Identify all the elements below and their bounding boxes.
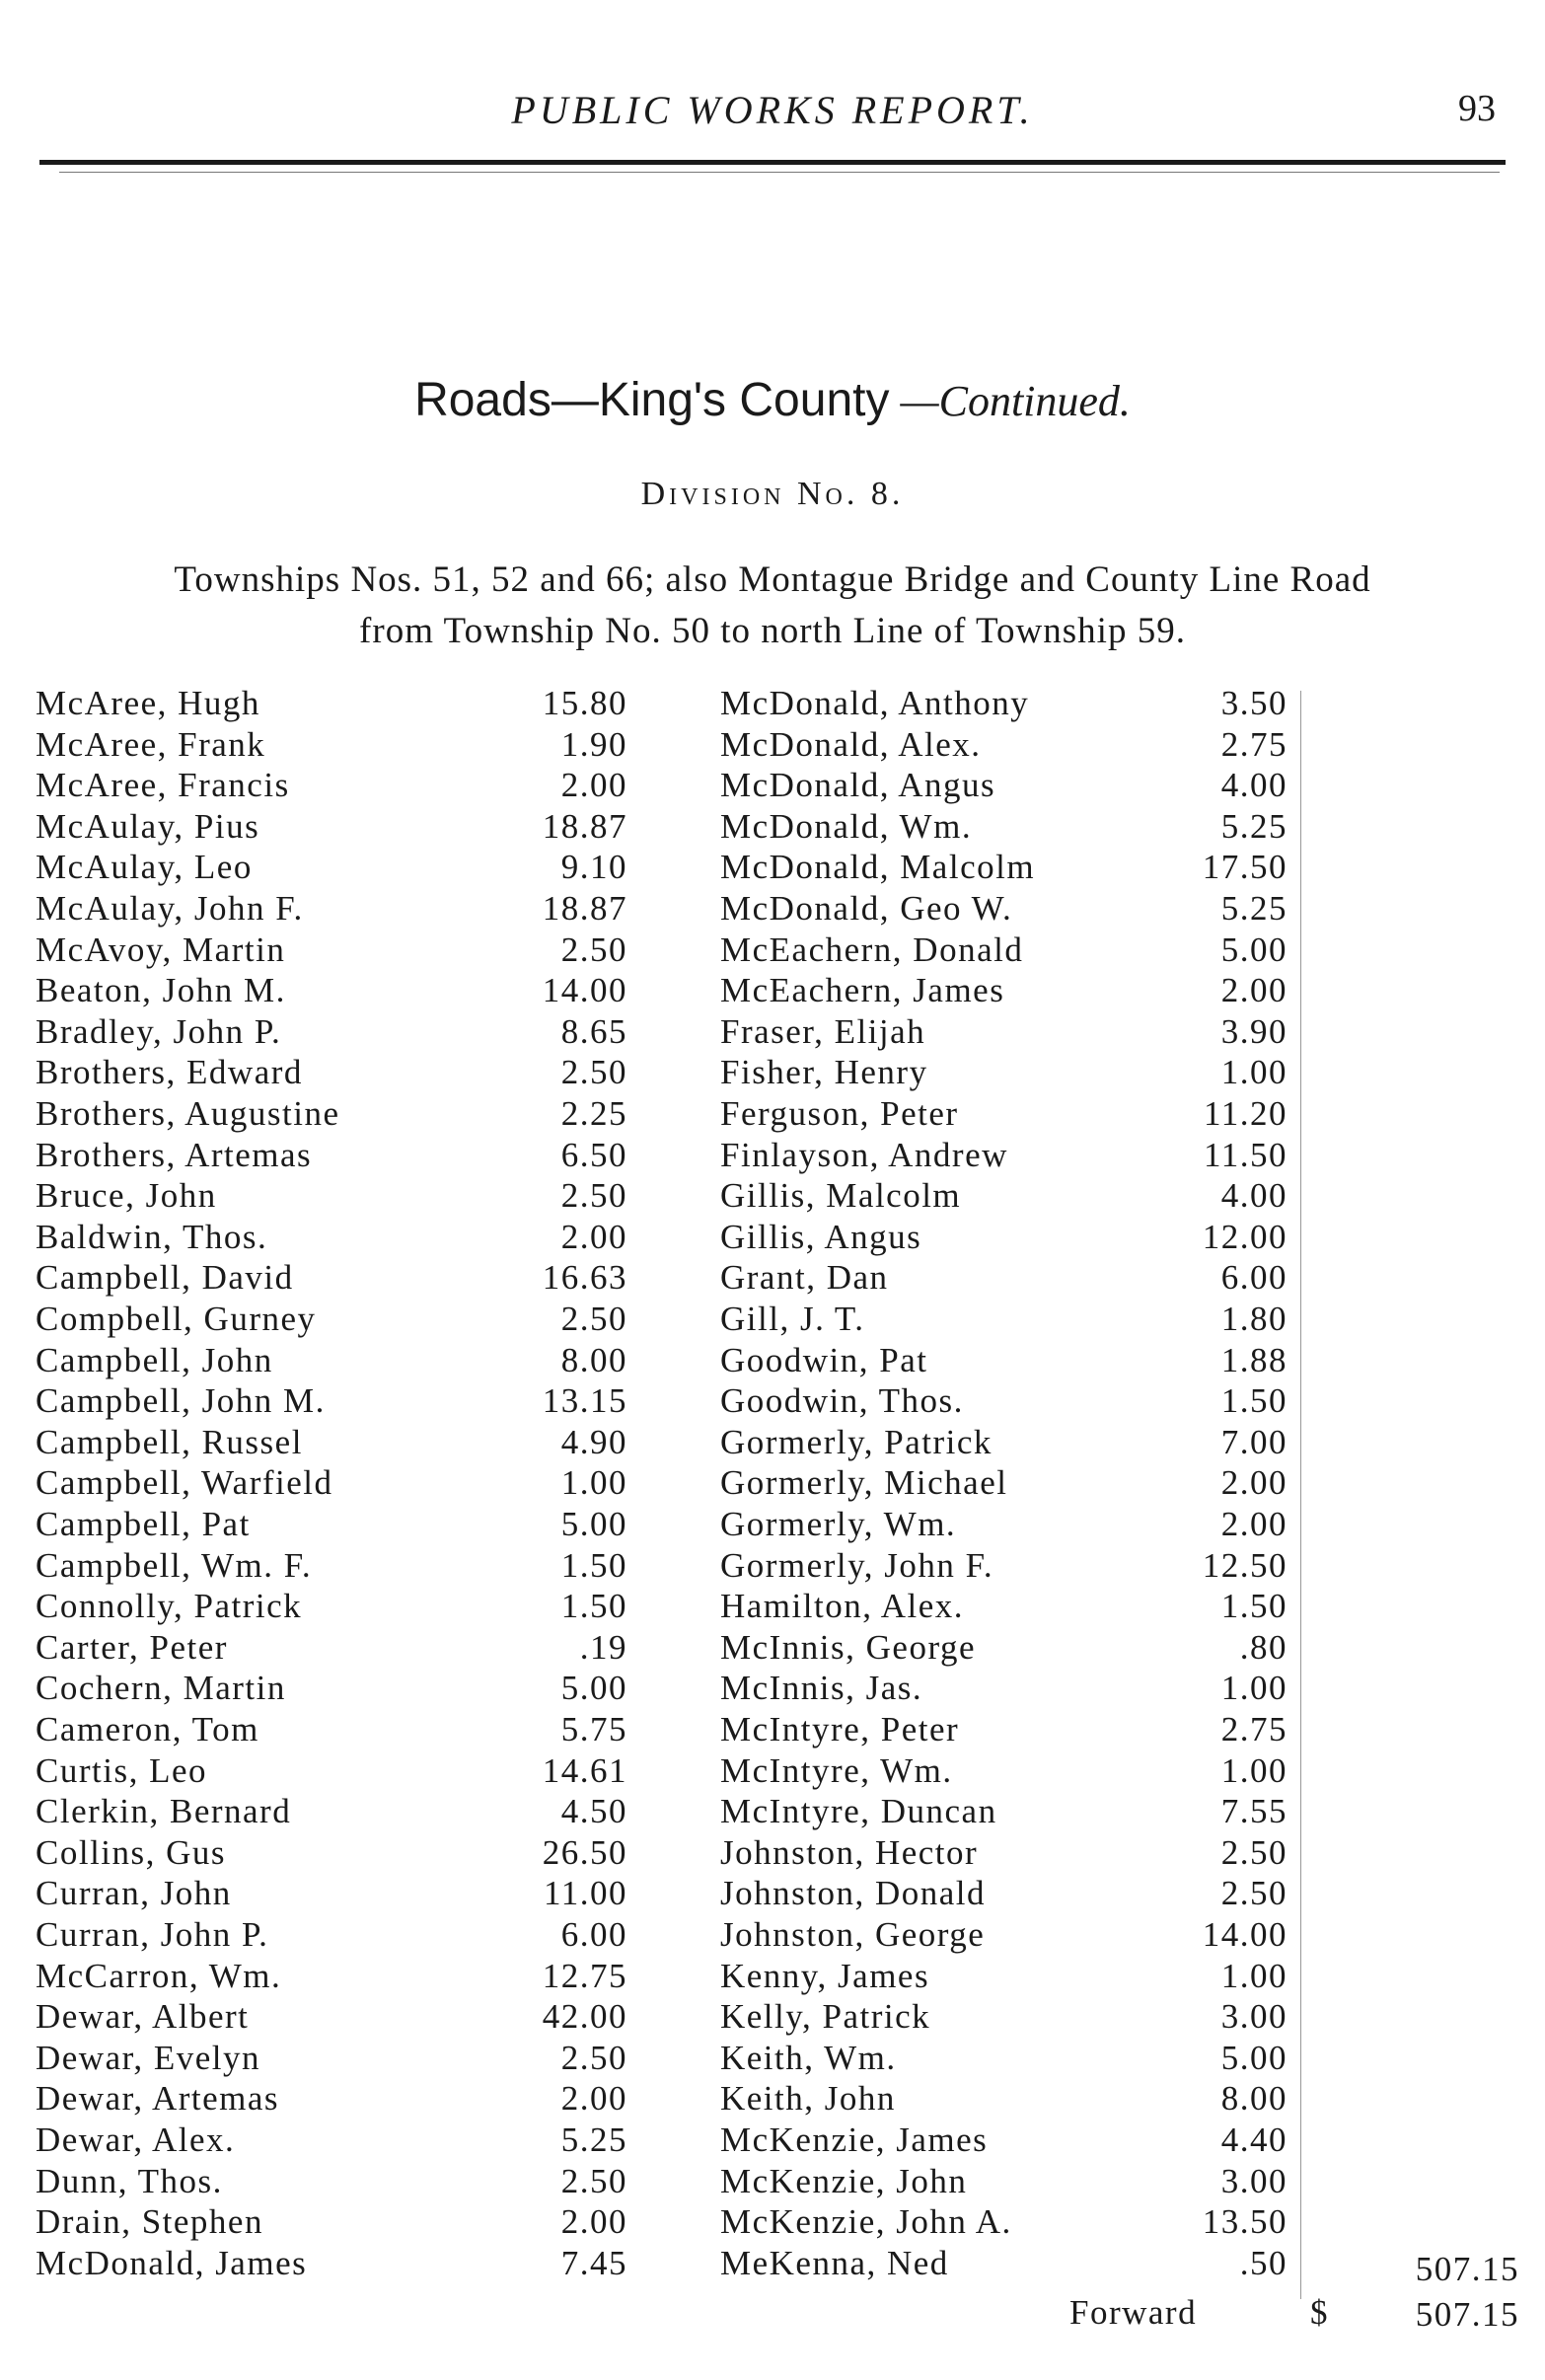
amount-column-rule — [1300, 691, 1301, 2299]
payment-amount: 1.90 — [560, 724, 627, 764]
payee-name: Brothers, Augustine — [36, 1094, 340, 1133]
list-item — [36, 1791, 627, 1832]
header-rule-thin — [59, 172, 1500, 173]
list-item — [36, 1668, 627, 1709]
list-item — [36, 2120, 627, 2161]
list-item — [720, 1709, 1288, 1750]
payment-amount: 11.20 — [1204, 1094, 1288, 1133]
payment-amount: 14.00 — [1202, 1915, 1288, 1954]
payment-amount: 1.00 — [1220, 1669, 1288, 1708]
list-item — [720, 1832, 1288, 1874]
payee-name: Keith, John — [720, 2079, 896, 2119]
payment-amount: 2.75 — [1220, 724, 1288, 764]
payment-amount: 4.00 — [1220, 766, 1288, 805]
payee-name: Campbell, John — [36, 1340, 273, 1379]
payee-name: Compbell, Gurney — [36, 1300, 317, 1338]
payee-name: Dunn, Thos. — [36, 2161, 223, 2200]
payee-name: McAree, Francis — [36, 766, 290, 805]
list-item — [36, 888, 627, 930]
payee-name: Kelly, Patrick — [720, 1997, 931, 2037]
list-item — [36, 1545, 627, 1587]
list-item — [36, 1052, 627, 1093]
payee-name: Collins, Gus — [36, 1832, 227, 1872]
payment-amount: 1.80 — [1220, 1300, 1288, 1338]
list-item — [720, 2038, 1288, 2079]
payment-amount: 4.50 — [560, 1792, 627, 1831]
payment-amount: 6.00 — [1220, 1258, 1288, 1298]
list-item — [720, 1217, 1288, 1258]
list-item — [36, 2243, 627, 2284]
payee-name: McEachern, James — [720, 971, 1005, 1010]
list-item — [720, 1791, 1288, 1832]
payment-amount: 18.87 — [542, 806, 627, 846]
payee-name: Cochern, Martin — [36, 1669, 286, 1708]
payment-amount: 7.55 — [1220, 1792, 1288, 1831]
list-item — [720, 1956, 1288, 1997]
payee-name: Gormerly, John F. — [720, 1545, 994, 1585]
payment-amount: 9.10 — [560, 848, 627, 887]
list-item — [720, 2120, 1288, 2161]
list-item — [36, 2201, 627, 2243]
forward-label: Forward — [1069, 2293, 1198, 2332]
payee-name: Goodwin, Thos. — [720, 1381, 964, 1421]
payment-amount: 1.50 — [560, 1587, 627, 1626]
payee-name: Johnston, Hector — [720, 1832, 979, 1872]
payee-name: Brothers, Artemas — [36, 1135, 313, 1174]
payment-amount: 2.00 — [560, 2079, 627, 2119]
list-item — [36, 930, 627, 971]
forward-amount: 507.15 — [1415, 2295, 1519, 2334]
list-item — [36, 1422, 627, 1463]
payment-amount: .19 — [579, 1627, 627, 1667]
list-item — [720, 1380, 1288, 1422]
payee-name: MeKenna, Ned — [720, 2243, 949, 2282]
list-item — [36, 2078, 627, 2120]
payment-amount: 3.00 — [1220, 1997, 1288, 2037]
list-item — [36, 1257, 627, 1299]
payment-amount: 2.50 — [560, 2038, 627, 2077]
payee-name: Campbell, John M. — [36, 1381, 326, 1421]
payment-amount: 2.00 — [1220, 971, 1288, 1010]
payee-name: Fisher, Henry — [720, 1053, 928, 1092]
payee-name: McCarron, Wm. — [36, 1956, 282, 1995]
payee-name: Gillis, Angus — [720, 1217, 922, 1256]
payee-name: McDonald, James — [36, 2243, 308, 2282]
list-item — [720, 1668, 1288, 1709]
list-item — [36, 1380, 627, 1422]
payee-name: Gormerly, Wm. — [720, 1505, 957, 1543]
list-item — [36, 1175, 627, 1217]
payee-name: Ferguson, Peter — [720, 1094, 959, 1133]
payee-name: Bradley, John P. — [36, 1011, 282, 1051]
payee-name: Goodwin, Pat — [720, 1340, 928, 1379]
payee-name: Dewar, Artemas — [36, 2079, 280, 2119]
payee-name: Dewar, Evelyn — [36, 2038, 261, 2077]
payment-amount: 1.00 — [560, 1463, 627, 1503]
payment-amount: 2.50 — [560, 2161, 627, 2200]
payee-name: Brothers, Edward — [36, 1053, 303, 1092]
forward-currency: $ — [1310, 2293, 1328, 2332]
payment-amount: 18.87 — [542, 889, 627, 928]
payment-amount: 12.50 — [1202, 1545, 1288, 1585]
payment-amount: 5.75 — [560, 1710, 627, 1748]
payee-name: McKenzie, John — [720, 2161, 968, 2200]
payee-name: McAulay, Pius — [36, 806, 260, 846]
running-title: PUBLIC WORKS REPORT. — [511, 88, 1034, 132]
list-item — [720, 2243, 1288, 2284]
list-item — [36, 683, 627, 724]
townships-description — [39, 555, 1506, 657]
payment-amount: 2.00 — [560, 766, 627, 805]
payment-amount: 2.50 — [560, 1300, 627, 1338]
payee-name: McDonald, Angus — [720, 766, 996, 805]
list-item — [36, 1873, 627, 1914]
payment-amount: 1.00 — [1220, 1956, 1288, 1995]
list-item — [720, 765, 1288, 806]
payee-name: Finlayson, Andrew — [720, 1135, 1008, 1174]
payment-amount: 15.80 — [542, 684, 627, 722]
list-item — [720, 1052, 1288, 1093]
list-item — [36, 1011, 627, 1053]
payee-name: Connolly, Patrick — [36, 1587, 303, 1626]
list-item — [720, 1996, 1288, 2038]
list-item — [36, 724, 627, 766]
payment-amount: 6.00 — [560, 1915, 627, 1954]
payee-name: Johnston, Donald — [720, 1874, 986, 1913]
list-item — [720, 1175, 1288, 1217]
list-item — [36, 1217, 627, 1258]
payee-name: Beaton, John M. — [36, 971, 286, 1010]
payment-amount: 2.50 — [560, 930, 627, 969]
list-item — [36, 2161, 627, 2202]
payment-amount: 3.90 — [1220, 1011, 1288, 1051]
payee-name: McDonald, Malcolm — [720, 848, 1036, 887]
list-item — [720, 1011, 1288, 1053]
payee-name: McDonald, Alex. — [720, 724, 982, 764]
list-item — [720, 1462, 1288, 1504]
payment-amount: 7.45 — [560, 2243, 627, 2282]
payment-amount: 14.00 — [542, 971, 627, 1010]
payment-amount: 13.50 — [1202, 2202, 1288, 2242]
payment-amount: 1.50 — [560, 1545, 627, 1585]
list-item — [720, 1545, 1288, 1587]
payee-name: Campbell, David — [36, 1258, 294, 1298]
list-item — [720, 1340, 1288, 1381]
list-item — [720, 888, 1288, 930]
list-item — [36, 765, 627, 806]
payment-amount: 8.00 — [1220, 2079, 1288, 2119]
townships-line-2: from Township No. 50 to north Line of Township 59. — [359, 611, 1186, 651]
payee-name: McInnis, Jas. — [720, 1669, 923, 1708]
list-item — [36, 970, 627, 1011]
header-rule — [39, 160, 1506, 165]
payment-amount: 4.40 — [1220, 2120, 1288, 2159]
payee-name: McAree, Frank — [36, 724, 266, 764]
payee-name: Curran, John — [36, 1874, 232, 1913]
payee-name: McDonald, Anthony — [720, 684, 1030, 722]
payment-amount: 5.25 — [560, 2120, 627, 2159]
payee-name: McKenzie, James — [720, 2120, 989, 2159]
list-item — [720, 847, 1288, 888]
payment-amount: 2.00 — [560, 1217, 627, 1256]
payment-amount: 2.50 — [560, 1176, 627, 1216]
payment-amount: 2.50 — [1220, 1874, 1288, 1913]
payment-amount: 5.25 — [1220, 806, 1288, 846]
payment-amount: 5.00 — [1220, 2038, 1288, 2077]
payment-amount: 8.00 — [560, 1340, 627, 1379]
division-heading: Division No. 8. — [640, 476, 905, 512]
payment-amount: 13.15 — [542, 1381, 627, 1421]
list-item — [720, 970, 1288, 1011]
payee-name: McKenzie, John A. — [720, 2202, 1012, 2242]
payee-name: McIntyre, Peter — [720, 1710, 960, 1748]
payment-amount: 11.50 — [1204, 1135, 1288, 1174]
payment-amount: 6.50 — [560, 1135, 627, 1174]
list-item — [36, 1586, 627, 1627]
payee-name: Clerkin, Bernard — [36, 1792, 292, 1831]
list-item — [720, 683, 1288, 724]
section-title-text: Roads—King's County — [414, 374, 890, 426]
payee-name: Carter, Peter — [36, 1627, 228, 1667]
payee-name: McIntyre, Wm. — [720, 1750, 953, 1790]
list-item — [36, 1135, 627, 1176]
list-item — [720, 1257, 1288, 1299]
payee-name: Campbell, Wm. F. — [36, 1545, 313, 1585]
list-item — [36, 1709, 627, 1750]
payee-name: Johnston, George — [720, 1915, 986, 1954]
list-item — [36, 1750, 627, 1792]
payee-name: Campbell, Warfield — [36, 1463, 333, 1503]
payment-amount: 1.50 — [1220, 1381, 1288, 1421]
payee-name: McAulay, Leo — [36, 848, 253, 887]
payee-name: Gormerly, Michael — [720, 1463, 1008, 1503]
payment-amount: 26.50 — [542, 1832, 627, 1872]
running-header — [0, 87, 1545, 136]
page-number: 93 — [1458, 88, 1496, 129]
payment-amount: 42.00 — [542, 1997, 627, 2037]
list-item — [720, 1873, 1288, 1914]
list-item — [720, 1093, 1288, 1135]
list-item — [720, 1627, 1288, 1669]
payee-name: McAvoy, Martin — [36, 930, 286, 969]
payment-amount: 2.50 — [1220, 1832, 1288, 1872]
payment-amount: 17.50 — [1202, 848, 1288, 887]
payment-amount: 5.00 — [560, 1669, 627, 1708]
payment-amount: .50 — [1239, 2243, 1288, 2282]
payee-name: Gill, J. T. — [720, 1300, 865, 1338]
payee-name: Dewar, Alex. — [36, 2120, 236, 2159]
payment-amount: 5.00 — [1220, 930, 1288, 969]
payment-amount: 5.25 — [1220, 889, 1288, 928]
payee-name: Fraser, Elijah — [720, 1011, 926, 1051]
payee-name: McInnis, George — [720, 1627, 977, 1667]
list-item — [36, 847, 627, 888]
payee-name: Gormerly, Patrick — [720, 1422, 993, 1461]
payment-amount: 3.00 — [1220, 2161, 1288, 2200]
payee-name: Curtis, Leo — [36, 1750, 207, 1790]
list-item — [720, 724, 1288, 766]
payment-amount: 3.50 — [1220, 684, 1288, 722]
column-total: 507.15 — [1415, 2250, 1519, 2288]
payment-amount: 4.90 — [560, 1422, 627, 1461]
list-item — [36, 1340, 627, 1381]
list-item — [720, 1135, 1288, 1176]
payment-amount: 1.88 — [1220, 1340, 1288, 1379]
list-item — [36, 1093, 627, 1135]
list-item — [720, 806, 1288, 848]
payee-name: Dewar, Albert — [36, 1997, 250, 2037]
list-item — [36, 806, 627, 848]
list-item — [720, 1299, 1288, 1340]
payment-amount: 2.25 — [560, 1094, 627, 1133]
list-item — [36, 1956, 627, 1997]
payment-amount: 12.75 — [542, 1956, 627, 1995]
payment-amount: 2.75 — [1220, 1710, 1288, 1748]
payee-name: McAulay, John F. — [36, 889, 304, 928]
payee-name: Grant, Dan — [720, 1258, 889, 1298]
payment-amount: 7.00 — [1220, 1422, 1288, 1461]
list-item — [36, 1914, 627, 1956]
list-item — [720, 2201, 1288, 2243]
list-item — [720, 1914, 1288, 1956]
list-item — [720, 1422, 1288, 1463]
payment-amount: 4.00 — [1220, 1176, 1288, 1216]
payee-name: McAree, Hugh — [36, 684, 260, 722]
townships-line-1: Townships Nos. 51, 52 and 66; also Montague Bridge and County Line Road — [174, 559, 1371, 600]
payee-name: McDonald, Geo W. — [720, 889, 1013, 928]
payment-amount: 2.00 — [1220, 1505, 1288, 1543]
list-item — [720, 930, 1288, 971]
payment-amount: 12.00 — [1202, 1217, 1288, 1256]
payment-amount: 2.00 — [560, 2202, 627, 2242]
payment-amount: 1.00 — [1220, 1053, 1288, 1092]
section-continued: —Continued. — [889, 377, 1131, 425]
list-item — [720, 2078, 1288, 2120]
payee-name: McDonald, Wm. — [720, 806, 973, 846]
payee-name: Baldwin, Thos. — [36, 1217, 268, 1256]
payee-name: Curran, John P. — [36, 1915, 269, 1954]
payment-amount: 14.61 — [542, 1750, 627, 1790]
payee-name: McEachern, Donald — [720, 930, 1024, 969]
payee-name: Drain, Stephen — [36, 2202, 263, 2242]
payee-name: Campbell, Pat — [36, 1505, 251, 1543]
payee-name: Kenny, James — [720, 1956, 930, 1995]
list-item — [36, 1462, 627, 1504]
payment-amount: 2.50 — [560, 1053, 627, 1092]
list-item — [720, 1750, 1288, 1792]
list-item — [36, 1832, 627, 1874]
payee-name: McIntyre, Duncan — [720, 1792, 997, 1831]
payment-amount: 1.50 — [1220, 1587, 1288, 1626]
payment-amount: 5.00 — [560, 1505, 627, 1543]
list-item — [720, 1586, 1288, 1627]
payee-name: Gillis, Malcolm — [720, 1176, 962, 1216]
list-item — [36, 1504, 627, 1545]
payee-name: Cameron, Tom — [36, 1710, 259, 1748]
section-title — [0, 373, 1545, 427]
payment-amount: 1.00 — [1220, 1750, 1288, 1790]
payment-amount: 16.63 — [542, 1258, 627, 1298]
payment-amount: 8.65 — [560, 1011, 627, 1051]
payment-amount: .80 — [1239, 1627, 1288, 1667]
payee-name: Keith, Wm. — [720, 2038, 897, 2077]
payee-name: Bruce, John — [36, 1176, 217, 1216]
payment-amount: 2.00 — [1220, 1463, 1288, 1503]
list-item — [36, 1627, 627, 1669]
list-item — [36, 2038, 627, 2079]
payee-name: Hamilton, Alex. — [720, 1587, 965, 1626]
list-item — [36, 1299, 627, 1340]
list-item — [36, 1996, 627, 2038]
list-item — [720, 1504, 1288, 1545]
payment-amount: 11.00 — [544, 1874, 627, 1913]
payee-name: Campbell, Russel — [36, 1422, 303, 1461]
list-item — [720, 2161, 1288, 2202]
